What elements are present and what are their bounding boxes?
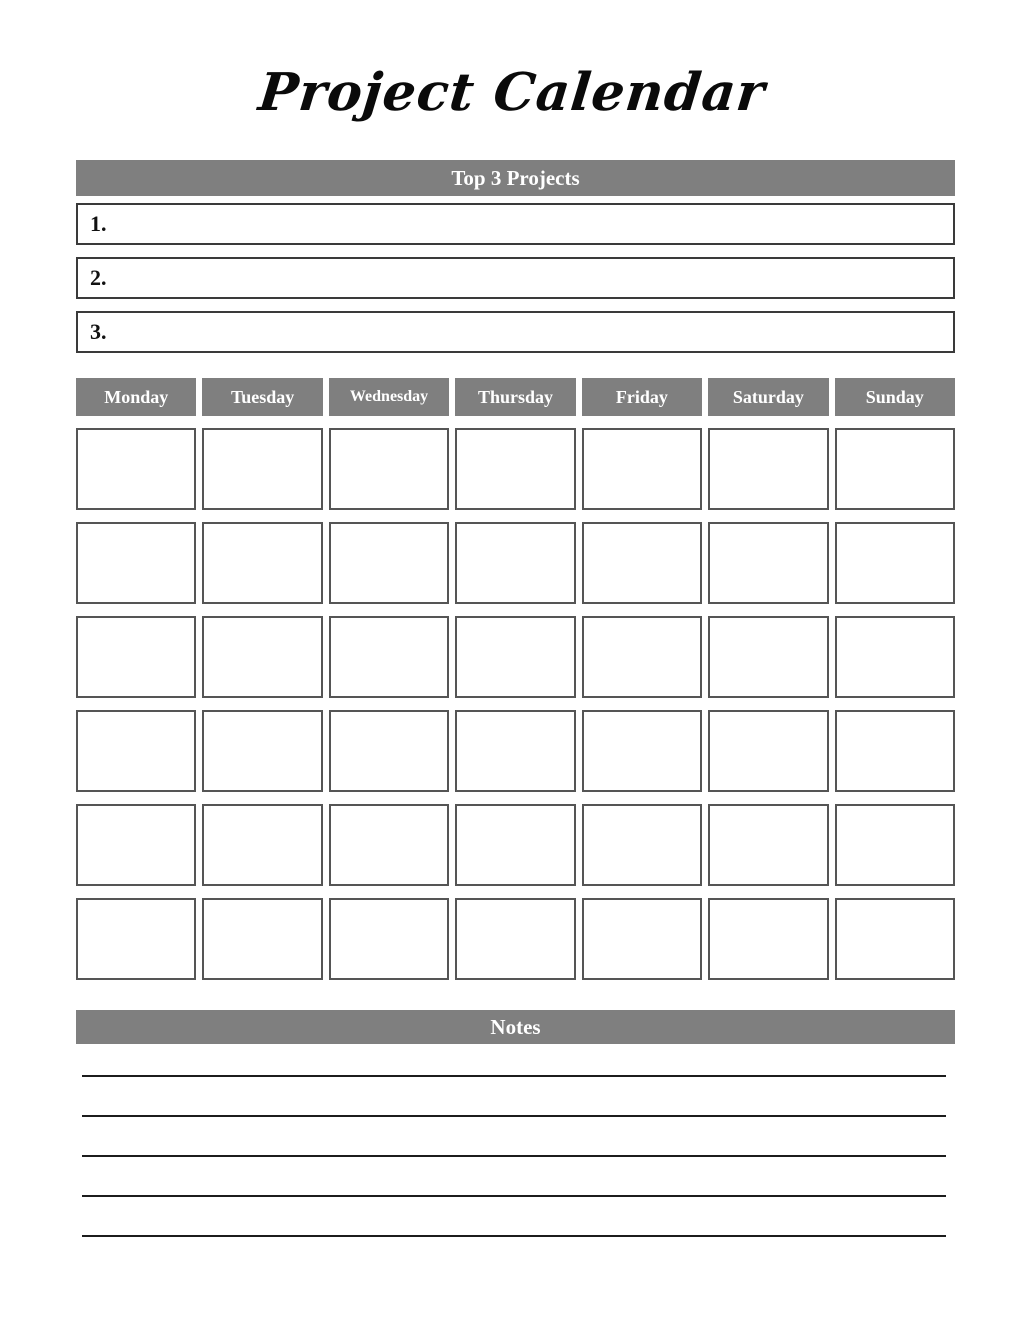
calendar-day-cell[interactable] bbox=[455, 898, 575, 980]
day-header-tuesday: Tuesday bbox=[202, 378, 322, 416]
calendar-grid bbox=[76, 378, 955, 980]
day-header-thursday: Thursday bbox=[455, 378, 575, 416]
calendar-day-cell[interactable] bbox=[76, 616, 196, 698]
calendar-day-cell[interactable] bbox=[202, 616, 322, 698]
calendar-day-cell[interactable] bbox=[202, 898, 322, 980]
calendar-day-cell[interactable] bbox=[329, 428, 449, 510]
calendar-day-cell[interactable] bbox=[835, 522, 955, 604]
calendar-day-cell[interactable] bbox=[582, 898, 702, 980]
calendar-day-cell[interactable] bbox=[708, 898, 828, 980]
day-header-wednesday: Wednesday bbox=[329, 378, 449, 416]
project-number-2: 2. bbox=[90, 265, 107, 290]
calendar-day-cell[interactable] bbox=[582, 710, 702, 792]
calendar-week-row bbox=[76, 710, 955, 792]
page-title: Project Calendar bbox=[255, 62, 769, 123]
project-entry-3[interactable] bbox=[76, 311, 955, 353]
calendar-day-cell[interactable] bbox=[708, 616, 828, 698]
calendar-day-cell[interactable] bbox=[455, 428, 575, 510]
notes-line[interactable] bbox=[82, 1195, 946, 1197]
calendar-day-cell[interactable] bbox=[835, 898, 955, 980]
calendar-day-cell[interactable] bbox=[708, 710, 828, 792]
calendar-day-cell[interactable] bbox=[455, 616, 575, 698]
top-projects-header: Top 3 Projects bbox=[76, 160, 955, 196]
calendar-day-cell[interactable] bbox=[835, 428, 955, 510]
calendar-day-cell[interactable] bbox=[202, 804, 322, 886]
calendar-day-cell[interactable] bbox=[835, 710, 955, 792]
notes-line[interactable] bbox=[82, 1155, 946, 1157]
notes-writing-area bbox=[82, 1075, 946, 1237]
calendar-week-row bbox=[76, 428, 955, 510]
calendar-day-cell[interactable] bbox=[202, 522, 322, 604]
calendar-day-cell[interactable] bbox=[455, 804, 575, 886]
calendar-day-cell[interactable] bbox=[329, 616, 449, 698]
calendar-day-cell[interactable] bbox=[329, 710, 449, 792]
notes-line[interactable] bbox=[82, 1115, 946, 1117]
day-header-monday: Monday bbox=[76, 378, 196, 416]
calendar-week-row bbox=[76, 804, 955, 886]
calendar-day-cell[interactable] bbox=[835, 616, 955, 698]
calendar-week-rows bbox=[76, 428, 955, 980]
calendar-day-cell[interactable] bbox=[76, 710, 196, 792]
calendar-day-cell[interactable] bbox=[202, 710, 322, 792]
calendar-day-cell[interactable] bbox=[708, 804, 828, 886]
calendar-day-header-row bbox=[76, 378, 955, 416]
calendar-day-cell[interactable] bbox=[329, 522, 449, 604]
day-header-saturday: Saturday bbox=[708, 378, 828, 416]
calendar-day-cell[interactable] bbox=[582, 522, 702, 604]
notes-header: Notes bbox=[76, 1010, 955, 1044]
calendar-day-cell[interactable] bbox=[708, 522, 828, 604]
project-entry-2[interactable] bbox=[76, 257, 955, 299]
calendar-day-cell[interactable] bbox=[582, 428, 702, 510]
project-number-1: 1. bbox=[90, 211, 107, 236]
day-header-friday: Friday bbox=[582, 378, 702, 416]
calendar-day-cell[interactable] bbox=[835, 804, 955, 886]
calendar-day-cell[interactable] bbox=[329, 898, 449, 980]
notes-line[interactable] bbox=[82, 1075, 946, 1077]
calendar-week-row bbox=[76, 616, 955, 698]
calendar-day-cell[interactable] bbox=[329, 804, 449, 886]
project-number-3: 3. bbox=[90, 319, 107, 344]
notes-line[interactable] bbox=[82, 1235, 946, 1237]
calendar-day-cell[interactable] bbox=[582, 804, 702, 886]
calendar-day-cell[interactable] bbox=[76, 522, 196, 604]
calendar-week-row bbox=[76, 898, 955, 980]
calendar-week-row bbox=[76, 522, 955, 604]
calendar-day-cell[interactable] bbox=[202, 428, 322, 510]
calendar-day-cell[interactable] bbox=[76, 804, 196, 886]
calendar-day-cell[interactable] bbox=[455, 710, 575, 792]
calendar-day-cell[interactable] bbox=[582, 616, 702, 698]
calendar-day-cell[interactable] bbox=[455, 522, 575, 604]
project-entry-1[interactable] bbox=[76, 203, 955, 245]
day-header-sunday: Sunday bbox=[835, 378, 955, 416]
calendar-day-cell[interactable] bbox=[76, 898, 196, 980]
calendar-day-cell[interactable] bbox=[708, 428, 828, 510]
calendar-day-cell[interactable] bbox=[76, 428, 196, 510]
